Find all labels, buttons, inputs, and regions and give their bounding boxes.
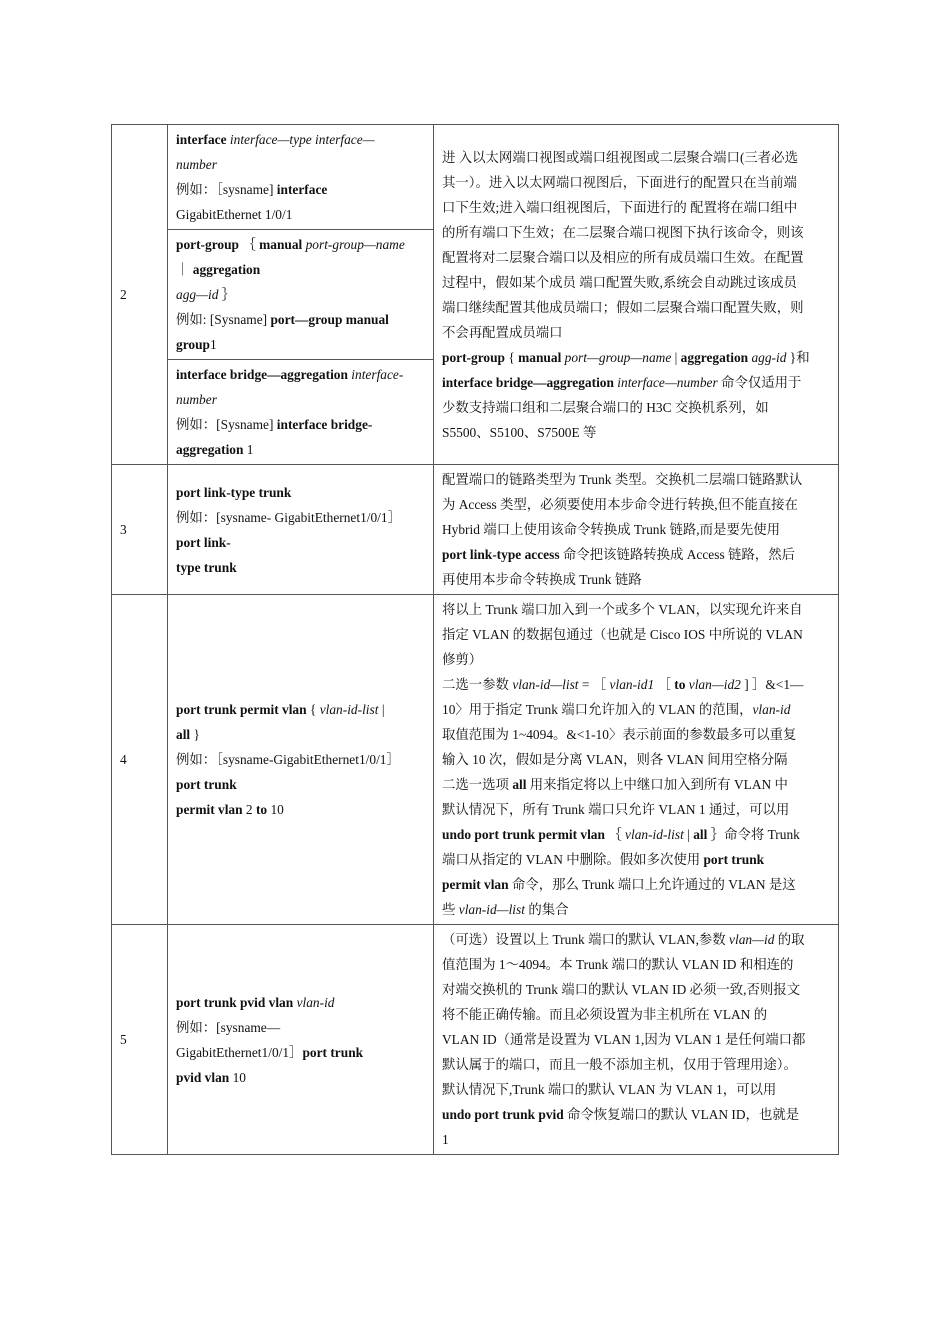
description-line (442, 822, 830, 847)
description-line (442, 897, 830, 922)
description-line (442, 847, 830, 872)
command-line (176, 797, 425, 822)
text-segment: ｛ (242, 237, 260, 252)
command-line (176, 202, 425, 227)
text-segment: vlan-id1 (609, 677, 655, 692)
command-cell (168, 230, 434, 360)
command-line (176, 437, 425, 462)
text-segment: aggregation (680, 349, 752, 365)
table-row (112, 465, 839, 595)
text-segment: 二选一选项 (442, 777, 513, 792)
description-line (442, 1027, 830, 1052)
text-segment: manual (259, 237, 306, 252)
text-segment: （可选）设置以上 Trunk 端口的默认 VLAN,参数 (442, 932, 730, 947)
text-segment: manual (518, 349, 565, 365)
text-segment: port trunk pvid vlan (176, 994, 297, 1010)
text-segment: number (176, 392, 217, 407)
text-segment: 将以上 Trunk 端口加入到一个或多个 VLAN，以实现允许来自 (442, 602, 803, 617)
description-line (442, 395, 830, 420)
text-segment: aggregation (176, 442, 244, 457)
command-line (176, 1065, 425, 1090)
description-line (442, 245, 830, 270)
command-line (176, 1040, 425, 1065)
text-segment: | (378, 702, 385, 717)
text-segment: 的集合 (524, 902, 569, 917)
text-segment: 的所有端口下生效；在二层聚合端口视图下执行该命令，则该 (442, 224, 804, 240)
description-line (442, 542, 830, 567)
text-segment: undo port trunk pvid (442, 1107, 568, 1122)
text-segment: group (176, 337, 210, 352)
text-segment: 默认情况下,Trunk 端口的默认 VLAN 为 VLAN 1，可以用 (442, 1082, 777, 1097)
description-line (442, 345, 830, 370)
text-segment: 10 (270, 802, 284, 817)
text-segment: port trunk permit vlan (176, 702, 310, 717)
text-segment: all (693, 827, 708, 842)
text-segment: port trunk (302, 1044, 364, 1060)
text-segment: interface bridge—aggregation (176, 367, 352, 382)
table-row (112, 125, 839, 230)
table-row (112, 925, 839, 1155)
text-segment: 取值范围为 1~4094。&<1-10〉表示前面的参数最多可以重复 (442, 727, 797, 742)
text-segment: pvid vlan (176, 1069, 233, 1085)
command-cell (168, 360, 434, 465)
text-segment: ［ (654, 677, 675, 692)
text-segment: 1 (243, 442, 254, 457)
command-line (176, 387, 425, 412)
text-segment: GigabitEthernet1/0/1］ (176, 1044, 303, 1060)
description-line (442, 872, 830, 897)
description-line (442, 647, 830, 672)
text-segment: 指定 VLAN 的数据包通过（也就是 Cisco IOS 中所说的 VLAN (442, 627, 803, 642)
description-cell (434, 125, 839, 465)
command-line (176, 257, 425, 282)
description-line (442, 420, 830, 445)
description-line (442, 1102, 830, 1127)
description-line (442, 722, 830, 747)
command-line (176, 747, 425, 772)
text-segment: number (176, 157, 217, 172)
command-line (176, 282, 425, 307)
text-segment: GigabitEthernet 1/0/1 (176, 207, 293, 222)
text-segment: port link-type trunk (176, 484, 292, 500)
description-line (442, 747, 830, 772)
command-line (176, 697, 425, 722)
text-segment: 端口继续配置其他成员端口；假如二层聚合端口配置失败，则 (442, 299, 804, 315)
text-segment: ｝ (218, 287, 236, 302)
text-segment: 命令恢复端口的默认 VLAN ID，也就是 (567, 1107, 800, 1122)
text-segment: vlan-id (752, 702, 791, 717)
text-segment: 过程中，假如某个成员 端口配置失败,系统会自动跳过该成员 (442, 274, 797, 290)
text-segment: 命令仅适用于 (717, 374, 802, 390)
row-number: 4 (112, 595, 168, 925)
text-segment: interface—number (617, 374, 718, 390)
command-line (176, 152, 425, 177)
text-segment: vlan-id-list (319, 702, 379, 717)
text-segment: interface (276, 182, 328, 197)
description-line (442, 597, 830, 622)
text-segment: port—group—name (564, 349, 672, 365)
text-segment: vlan-id-list (625, 827, 684, 842)
description-line (442, 927, 830, 952)
command-line (176, 412, 425, 437)
text-segment: 二选一参数 (442, 677, 513, 692)
table-row (112, 595, 839, 925)
description-cell (434, 595, 839, 925)
description-line (442, 1052, 830, 1077)
command-line (176, 307, 425, 332)
description-line (442, 170, 830, 195)
text-segment: 修剪） (442, 652, 483, 667)
text-segment: port trunk (703, 852, 765, 867)
text-segment: 配置端口的链路类型为 Trunk 类型。交换机二层端口链路默认 (442, 472, 803, 487)
text-segment: 配置将对二层聚合端口以及相应的所有成员端口生效。在配置 (442, 249, 804, 265)
text-segment: port link- (176, 534, 231, 550)
description-line (442, 672, 830, 697)
text-segment: 例如：［sysname-GigabitEthernet1/0/1］ (176, 752, 400, 767)
command-line (176, 990, 425, 1015)
command-line (176, 530, 425, 555)
text-segment: ｛ (608, 827, 626, 842)
text-segment: vlan—id2 (688, 677, 741, 692)
text-segment: aggregation (192, 262, 261, 277)
description-line (442, 952, 830, 977)
text-segment: permit vlan (176, 802, 246, 817)
text-segment: S5500、S5100、S7500E 等 (442, 424, 597, 440)
command-cell (168, 925, 434, 1155)
text-segment: to (255, 802, 271, 817)
text-segment: 命令，那么 Trunk 端口上允许通过的 VLAN 是这 (511, 877, 796, 892)
text-segment: ] ］&<1— (740, 677, 804, 692)
text-segment: port—group manual (270, 312, 389, 327)
description-cell (434, 925, 839, 1155)
text-segment: 其一）。进入以太网端口视图后，下面进行的配置只在当前端 (442, 174, 797, 190)
text-segment: 值范围为 1～4094。本 Trunk 端口的默认 VLAN ID 和相连的 (442, 957, 794, 972)
text-segment: type trunk (176, 559, 237, 575)
command-cell (168, 595, 434, 925)
text-segment: agg-id (751, 349, 787, 365)
text-segment: vlan-id (296, 994, 335, 1010)
command-cell (168, 465, 434, 595)
text-segment: all (512, 777, 530, 792)
text-segment: 不会再配置成员端口 (442, 324, 563, 340)
text-segment: interface- (351, 367, 404, 382)
description-line (442, 1077, 830, 1102)
command-line (176, 722, 425, 747)
text-segment: 1 (210, 337, 217, 352)
text-segment: 的取 (774, 932, 805, 947)
text-segment: 输入 10 次，假如是分离 VLAN，则各 VLAN 间用空格分隔 (442, 752, 788, 767)
text-segment: interface bridge—aggregation (442, 374, 618, 390)
text-segment: port-group—name (305, 237, 405, 252)
description-line (442, 295, 830, 320)
text-segment: port-group (176, 237, 243, 252)
text-segment: port-group (442, 349, 509, 365)
description-line (442, 1127, 830, 1152)
row-number: 3 (112, 465, 168, 595)
description-line (442, 797, 830, 822)
description-line (442, 622, 830, 647)
text-segment: agg—id (176, 287, 219, 302)
text-segment: undo port trunk permit vlan (442, 827, 609, 842)
description-line (442, 697, 830, 722)
text-segment: 例如：［sysname] (176, 182, 277, 197)
row-number: 2 (112, 125, 168, 465)
text-segment: VLAN ID（通常是设置为 VLAN 1,因为 VLAN 1 是任何端口都 (442, 1032, 806, 1047)
description-line (442, 320, 830, 345)
text-segment: 些 (442, 902, 459, 917)
text-segment: interface bridge- (276, 417, 373, 432)
text-segment: interface—type interface— (229, 132, 375, 147)
command-line (176, 332, 425, 357)
text-segment: 例如：[sysname— (176, 1019, 281, 1035)
text-segment: ｝命令将 Trunk (707, 827, 800, 842)
command-line (176, 232, 425, 257)
command-line (176, 127, 425, 152)
text-segment: 10 (232, 1069, 246, 1085)
text-segment: 为 Access 类型，必须要使用本步命令进行转换,但不能直接在 (442, 497, 798, 512)
command-line (176, 772, 425, 797)
text-segment: } (190, 727, 200, 742)
text-segment: 例如：[Sysname] (176, 417, 277, 432)
text-segment: port link-type access (442, 547, 563, 562)
description-line (442, 492, 830, 517)
command-line (176, 362, 425, 387)
command-line (176, 505, 425, 530)
description-line (442, 517, 830, 542)
description-line (442, 567, 830, 592)
text-segment: 默认属于的端口，而且一般不添加主机，仅用于管理用途）。 (442, 1057, 797, 1072)
text-segment: 再使用本步命令转换成 Trunk 链路 (442, 572, 642, 587)
description-line (442, 220, 830, 245)
command-cell (168, 125, 434, 230)
text-segment: port trunk (176, 777, 237, 792)
row-number: 5 (112, 925, 168, 1155)
text-segment: 端口从指定的 VLAN 中删除。假如多次使用 (442, 852, 704, 867)
text-segment: 进 入以太网端口视图或端口组视图或二层聚合端口(三者必选 (442, 149, 798, 165)
text-segment: | (671, 349, 681, 365)
command-line (176, 177, 425, 202)
text-segment: 例如：[sysname- GigabitEthernet1/0/1］ (176, 509, 401, 525)
description-line (442, 977, 830, 1002)
description-line (442, 270, 830, 295)
description-line (442, 772, 830, 797)
text-segment: vlan—id (729, 932, 775, 947)
text-segment: to (674, 677, 689, 692)
text-segment: vlan-id—list (512, 677, 579, 692)
command-table-body (112, 125, 839, 1155)
description-cell (434, 465, 839, 595)
text-segment: 例如: [Sysname] (176, 312, 271, 327)
text-segment: Hybrid 端口上使用该命令转换成 Trunk 链路,而是要先使用 (442, 522, 781, 537)
text-segment: vlan-id—list (458, 902, 525, 917)
text-segment: permit vlan (442, 877, 512, 892)
command-line (176, 1015, 425, 1040)
text-segment: interface (176, 132, 230, 147)
text-segment: = ［ (578, 677, 610, 692)
text-segment: 命令把该链路转换成 Access 链路，然后 (562, 547, 795, 562)
description-line (442, 370, 830, 395)
command-table (111, 124, 839, 1155)
description-line (442, 145, 830, 170)
text-segment: 10〉用于指定 Trunk 端口允许加入的 VLAN 的范围， (442, 702, 753, 717)
text-segment: 口下生效;进入端口组视图后，下面进行的 配置将在端口组中 (442, 199, 798, 215)
text-segment: ｜ (176, 262, 193, 277)
text-segment: { (309, 702, 320, 717)
text-segment: 2 (245, 802, 256, 817)
text-segment: 默认情况下，所有 Trunk 端口只允许 VLAN 1 通过，可以用 (442, 802, 790, 817)
text-segment: { (508, 349, 519, 365)
description-line (442, 467, 830, 492)
text-segment: | (683, 827, 694, 842)
text-segment: 将不能正确传输。而且必须设置为非主机所在 VLAN 的 (442, 1007, 768, 1022)
text-segment: all (176, 727, 191, 742)
command-line (176, 555, 425, 580)
text-segment: 用来指定将以上中继口加入到所有 VLAN 中 (529, 777, 788, 792)
description-line (442, 1002, 830, 1027)
text-segment: 对端交换机的 Trunk 端口的默认 VLAN ID 必须一致,否则报文 (442, 982, 801, 997)
command-line (176, 480, 425, 505)
text-segment: }和 (786, 349, 810, 365)
text-segment: 1 (442, 1132, 449, 1147)
text-segment: 少数支持端口组和二层聚合端口的 H3C 交换机系列，如 (442, 399, 769, 415)
description-line (442, 195, 830, 220)
